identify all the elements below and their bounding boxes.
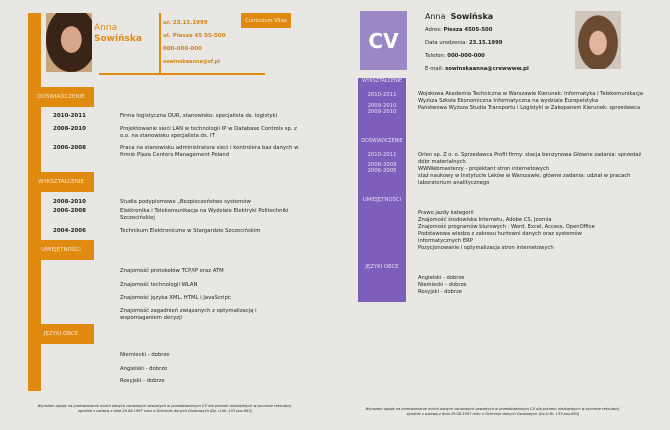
education-text: Elektronika i Telekomunikacja na Wydziale Elektryki Politechniki Szczecińskiej bbox=[120, 208, 289, 221]
education-text: Technikum Elektroniczne w Stargardzie Szczecińskim bbox=[120, 228, 261, 234]
language-item: Rosyjski - dobrze bbox=[418, 289, 462, 295]
curriculum-vitae-button[interactable]: Curriculum Vitae bbox=[241, 13, 291, 28]
section-education: WYKSZTAŁCENIE bbox=[28, 172, 94, 192]
email[interactable]: sowinskaanna@sf.pl bbox=[163, 59, 220, 65]
education-years: 2006-2008 bbox=[53, 208, 86, 214]
experience-text: Projektowanie sieci LAN w technologii IP w Database Controls sp. z o.o. na stanowisku specjalista ds. IT bbox=[120, 126, 297, 139]
education-years: 2009-2010 bbox=[367, 103, 397, 109]
language-item: Angielski - dobrze bbox=[120, 366, 168, 372]
footer-line: zgodnie z ustawą z dnia 29.08.1997 roku o Ochronie danych Osobowych (Dz.U.Nr. 133 poz.883) bbox=[406, 412, 580, 416]
skill-item: Podstawowa wiedza z zakresu hurtowni danych oraz systemów informatycznych ERP bbox=[418, 231, 582, 244]
info-email[interactable] bbox=[425, 66, 529, 72]
experience-years: 2010-2011 bbox=[53, 113, 86, 119]
section-skills: UMIEJĘTNOŚCI bbox=[28, 240, 94, 260]
education-years: 2004-2006 bbox=[53, 228, 86, 234]
section-skills: UMIEJĘTNOŚCI bbox=[362, 197, 402, 203]
education-item: Wojskowa Akademia Techniczna w Warszawie Kierunek: Informatyka i Telekomunikacja bbox=[418, 91, 643, 97]
footer-line: zgodnie z ustawą z dnia 29.08.1997 roku o Ochronie danych Osobowych (Dz. U.Nr. 133 poz.883) bbox=[77, 409, 253, 413]
education-years: 2008-2010 bbox=[53, 199, 86, 205]
info-phone bbox=[425, 53, 485, 59]
section-languages: JĘZYKI OBCE bbox=[28, 324, 94, 344]
section-education: WYKSZTAŁCENIE bbox=[361, 79, 403, 84]
cv-logo: CV bbox=[360, 11, 407, 70]
skill-item: Znajomość języka XML, HTML i JavaScript; bbox=[120, 295, 232, 301]
skill-item: Znajomość zagadnień związanych z optymalizacją i wspomaganiem decyzji bbox=[120, 308, 257, 321]
skill-item: Znajomość protokołów TCP/IP oraz ATM bbox=[120, 268, 224, 274]
phone: 000-000-000 bbox=[163, 46, 203, 52]
info-label: Adres: bbox=[425, 27, 444, 33]
footer-line: Wyrażam zgodę na przetwarzanie moich danych osobowych zawartych w przedstawionym CV dla potrzeb niezbędnych w procesie rekrutacji, bbox=[37, 404, 293, 408]
experience-years: 2008-2009 bbox=[367, 162, 397, 168]
experience-item: Orlen sp. Z o. o. Sprzedawca Profil firmy: stacja benzynowa Główne zadania: sprzedaż dóbr materialnych bbox=[418, 152, 642, 165]
experience-text: Praca na stanowisku administratora sieci i kontrolera baz danych w firmie Plaza Centers Management Poland bbox=[120, 145, 299, 158]
full-name bbox=[425, 12, 493, 21]
info-value: Piesza 4505-500 bbox=[443, 27, 493, 33]
languages-list bbox=[418, 275, 648, 296]
divider-vertical bbox=[159, 13, 161, 74]
experience-item: WWWebmasterzy - projektant stron internetowych bbox=[418, 166, 550, 172]
address: ul. Piesza 45 05-500 bbox=[163, 33, 226, 39]
first-name: Anna bbox=[425, 12, 446, 21]
education-years: 2009-2010 bbox=[367, 109, 397, 115]
experience-years: 2006-2008 bbox=[53, 145, 86, 151]
info-birth-date bbox=[425, 40, 502, 46]
section-experience: DOŚWIADCZENIE bbox=[361, 139, 403, 144]
experience-list bbox=[418, 152, 648, 187]
language-item: Niemiecki - dobrze bbox=[418, 282, 467, 288]
experience-text: Firma logistyczna OUR, stanowisko: specjalista ds. logistyki bbox=[120, 113, 277, 119]
skill-item: Znajomość środowiska Internetu, Adobe CS, Joomla bbox=[418, 217, 552, 223]
first-name: Anna bbox=[94, 23, 118, 33]
skills-list bbox=[418, 210, 648, 252]
consent-footer bbox=[358, 407, 628, 417]
skill-item: Znajomość programów biurowych : Word, Excel, Access, OpenOffice bbox=[418, 224, 595, 230]
consent-footer bbox=[20, 404, 310, 414]
experience-years: 2010-2011 bbox=[367, 152, 397, 158]
section-languages: JĘZYKI OBCE bbox=[365, 264, 399, 270]
info-value: 000-000-000 bbox=[447, 53, 485, 59]
info-value: 23.15.1999 bbox=[468, 40, 503, 46]
section-experience: DOŚWIADCZENIE bbox=[28, 87, 94, 107]
language-item: Angielski - dobrze bbox=[418, 275, 465, 281]
info-value: sowinskaanna@crewwww.pl bbox=[445, 66, 529, 72]
education-item: Wyższa Szkoła Ekonomiczna Informatyczna na wydziale Europeistyka bbox=[418, 98, 599, 104]
education-item: Państwowa Wyższa Studia Transportu i Logistyki w Zakopanem Kierunek: sprzedawca bbox=[418, 105, 641, 111]
info-label: Data urodzenia: bbox=[425, 40, 469, 46]
info-address bbox=[425, 27, 492, 33]
profile-photo bbox=[46, 13, 92, 72]
footer-line: Wyrażam zgodę na przetwarzanie moich danych osobowych zawartych w przedstawionym CV dla potrzeb niezbędnych w procesie rekrutacji, bbox=[365, 407, 621, 411]
experience-item: staż naukowy w Instytucie Leków w Warszawie; główne zadania: udział w pracach laboratorium analitycznego bbox=[418, 173, 631, 186]
last-name: Sowińska bbox=[450, 12, 494, 21]
education-years: 2010-2011 bbox=[367, 92, 397, 98]
education-text: Studia podyplomowe „Bezpieczeństwo systemów bbox=[120, 199, 251, 205]
language-item: Rosyjski - dobrze bbox=[120, 378, 165, 384]
birth-date: ur. 23.15.1999 bbox=[163, 20, 208, 26]
last-name: Sowińska bbox=[94, 34, 142, 44]
profile-photo bbox=[575, 11, 621, 69]
skill-item: Znajomość technologii WLAN bbox=[120, 282, 198, 288]
experience-years: 2006-2005 bbox=[367, 168, 397, 174]
info-label: E-mail: bbox=[425, 66, 446, 72]
divider-horizontal bbox=[99, 73, 265, 75]
language-item: Niemiecki - dobrze bbox=[120, 352, 170, 358]
experience-years: 2008-2010 bbox=[53, 126, 86, 132]
info-label: Telefon: bbox=[425, 53, 448, 59]
skill-item: Prawo jazdy kategorii bbox=[418, 210, 474, 216]
skill-item: Pozycjonowanie i optymalizacja stron internetowych bbox=[418, 245, 554, 251]
education-list bbox=[418, 91, 648, 112]
